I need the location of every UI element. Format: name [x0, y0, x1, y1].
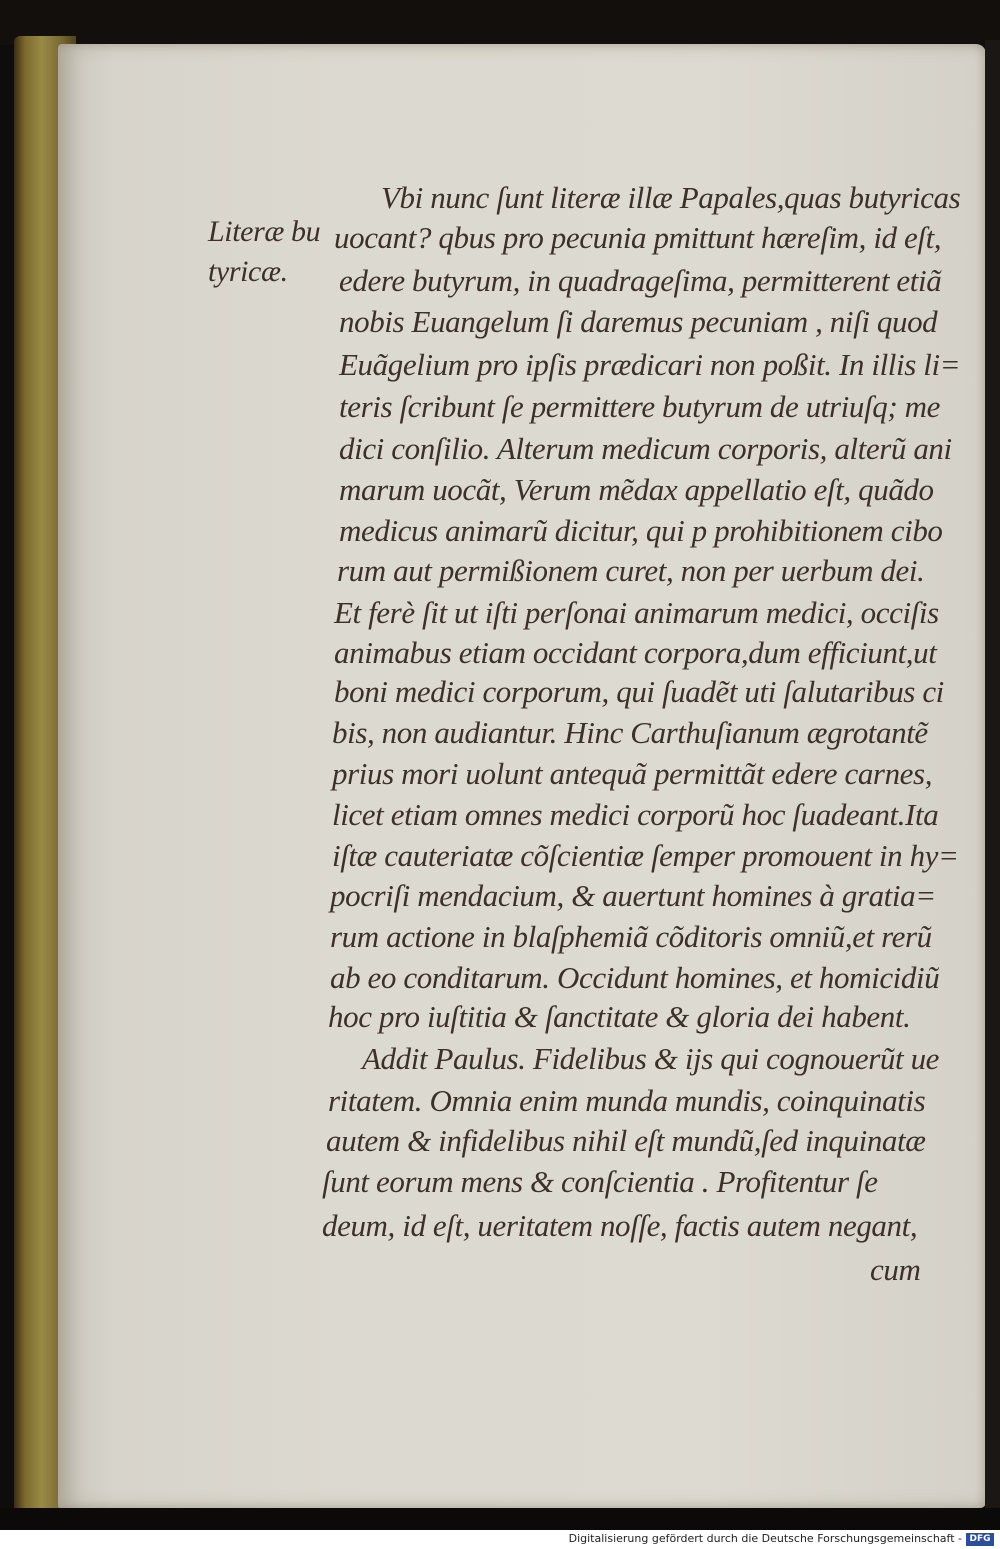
text-line: bis, non audiantur. Hinc Carthuſianum ægrotantẽ [332, 715, 928, 750]
text-line: Euãgelium pro ipſis prædicari non poßit. In illis li= [339, 347, 961, 382]
margin-note-line: Literæ bu [208, 215, 321, 248]
text-line: animabus etiam occidant corpora,dum efficiunt,ut [334, 635, 937, 670]
text-line: boni medici corporum, qui ſuadẽt uti ſalutaribus ci [334, 674, 944, 709]
scan-background-top [0, 0, 1000, 45]
text-line: ſunt eorum mens & conſcientia . Profitentur ſe [322, 1164, 878, 1199]
text-line: medicus animarũ dicitur, qui p prohibitionem cibo [339, 513, 943, 548]
text-line: marum uocãt, Verum mẽdax appellatio eſt, quãdo [339, 472, 934, 507]
text-line: deum, id eſt, ueritatem noſſe, factis autem negant, [322, 1208, 918, 1243]
text-line: Et ferè ſit ut iſti perſonai animarum medici, occiſis [334, 595, 939, 630]
text-line: pocriſi mendacium, & auertunt homines à gratia= [330, 878, 936, 913]
text-line: teris ſcribunt ſe permittere butyrum de utriuſq; me [339, 389, 940, 424]
text-line: hoc pro iuſtitia & ſanctitate & gloria dei habent. [328, 999, 911, 1034]
text-line: prius mori uolunt antequã permittãt edere carnes, [332, 756, 933, 791]
catchword: cum [870, 1252, 921, 1287]
digitization-credit: Digitalisierung gefördert durch die Deutsche Forschungsgemeinschaft - [568, 1532, 962, 1545]
text-line: rum actione in blaſphemiã cõditoris omniũ,et rerũ [330, 919, 932, 954]
text-line: nobis Euangelum ſi daremus pecuniam , niſi quod [339, 304, 938, 339]
text-line: rum aut permißionem curet, non per uerbum dei. [337, 553, 925, 588]
text-line: uocant? qbus pro pecunia pmittunt hæreſim, id eſt, [334, 220, 942, 255]
text-line: dici conſilio. Alterum medicum corporis, alterũ ani [339, 431, 952, 466]
text-line: licet etiam omnes medici corporũ hoc ſuadeant.Ita [332, 797, 939, 832]
text-line: iſtæ cauteriatæ cõſcientiæ ſemper promouent in hy= [332, 838, 959, 873]
text-line: Addit Paulus. Fidelibus & ijs qui cognouerũt ue [362, 1041, 940, 1076]
text-line: ritatem. Omnia enim munda mundis, coinquinatis [328, 1083, 926, 1118]
text-line: edere butyrum, in quadrageſima, permitterent etiã [339, 263, 942, 298]
scan-background-bottom [0, 1508, 1000, 1530]
scan-background-right [985, 40, 1000, 1512]
margin-note-line: tyricæ. [208, 255, 288, 288]
dfg-logo: DFG [966, 1533, 994, 1546]
footer-bar [0, 1530, 1000, 1549]
text-line: ab eo conditarum. Occidunt homines, et homicidiũ [330, 960, 940, 995]
text-line: autem & infidelibus nihil eſt mundũ,ſed inquinatæ [326, 1123, 926, 1158]
text-line: Vbi nunc ſunt literæ illæ Papales,quas butyricas [381, 180, 961, 215]
